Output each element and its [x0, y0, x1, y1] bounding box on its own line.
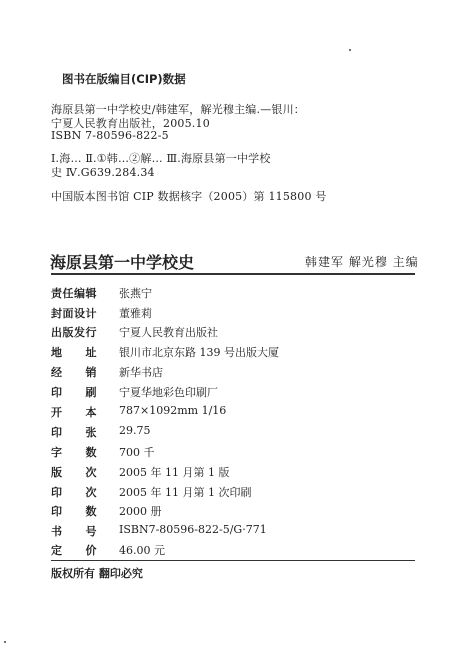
- detail-value: 700 千: [119, 446, 155, 459]
- detail-value: 2005 年 11 月第 1 次印刷: [119, 486, 252, 499]
- cip-number: 中国版本图书馆 CIP 数据核字（2005）第 115800 号: [51, 190, 327, 203]
- detail-label: 出版发行: [51, 326, 97, 339]
- detail-value: 银川市北京东路 139 号出版大厦: [119, 346, 279, 359]
- detail-label: 地 址: [51, 346, 97, 359]
- detail-label: 印 数: [51, 505, 97, 518]
- detail-label: 封面设计: [51, 307, 97, 320]
- detail-value: 宁夏华地彩色印刷厂: [119, 386, 218, 399]
- bottom-rule: [51, 560, 415, 561]
- detail-value: 宁夏人民教育出版社: [119, 326, 218, 339]
- detail-value: 787×1092mm 1/16: [119, 404, 227, 417]
- detail-value: 张燕宁: [119, 287, 152, 300]
- cip-line: 史 Ⅳ.G639.284.34: [51, 166, 155, 179]
- cip-line: ISBN 7-80596-822-5: [51, 129, 169, 142]
- cip-line: 宁夏人民教育出版社，2005.10: [51, 117, 210, 130]
- detail-label: 印 次: [51, 486, 97, 499]
- cip-title: 图书在版编目(CIP)数据: [62, 72, 186, 86]
- detail-label: 开 本: [51, 406, 97, 419]
- detail-label: 印 张: [51, 426, 97, 439]
- cip-line: 海原县第一中学校史/韩建军，解光穆主编.—银川：: [51, 103, 306, 116]
- cip-line: Ⅰ.海… Ⅱ.①韩…②解… Ⅲ.海原县第一中学校: [51, 152, 271, 165]
- copyright-notice: 版权所有 翻印必究: [51, 567, 143, 580]
- book-authors: 韩建军 解光穆 主编: [305, 255, 419, 269]
- title-rule: [51, 273, 415, 275]
- book-title: 海原县第一中学校史: [50, 253, 195, 272]
- detail-value: 2000 册: [119, 505, 162, 518]
- detail-label: 字 数: [51, 446, 97, 459]
- speck-mark: [4, 641, 6, 643]
- detail-label: 责任编辑: [51, 287, 97, 300]
- detail-value: 董雅莉: [119, 307, 152, 320]
- detail-value: 新华书店: [119, 366, 163, 379]
- detail-value: ISBN7-80596-822-5/G·771: [119, 523, 267, 536]
- detail-value: 46.00 元: [119, 544, 165, 557]
- detail-label: 经 销: [51, 366, 97, 379]
- detail-label: 定 价: [51, 544, 97, 557]
- speck-mark: [349, 49, 351, 51]
- detail-value: 29.75: [119, 424, 151, 437]
- detail-value: 2005 年 11 月第 1 版: [119, 466, 230, 479]
- detail-label: 印 刷: [51, 386, 97, 399]
- detail-label: 版 次: [51, 466, 97, 479]
- detail-label: 书 号: [51, 525, 97, 538]
